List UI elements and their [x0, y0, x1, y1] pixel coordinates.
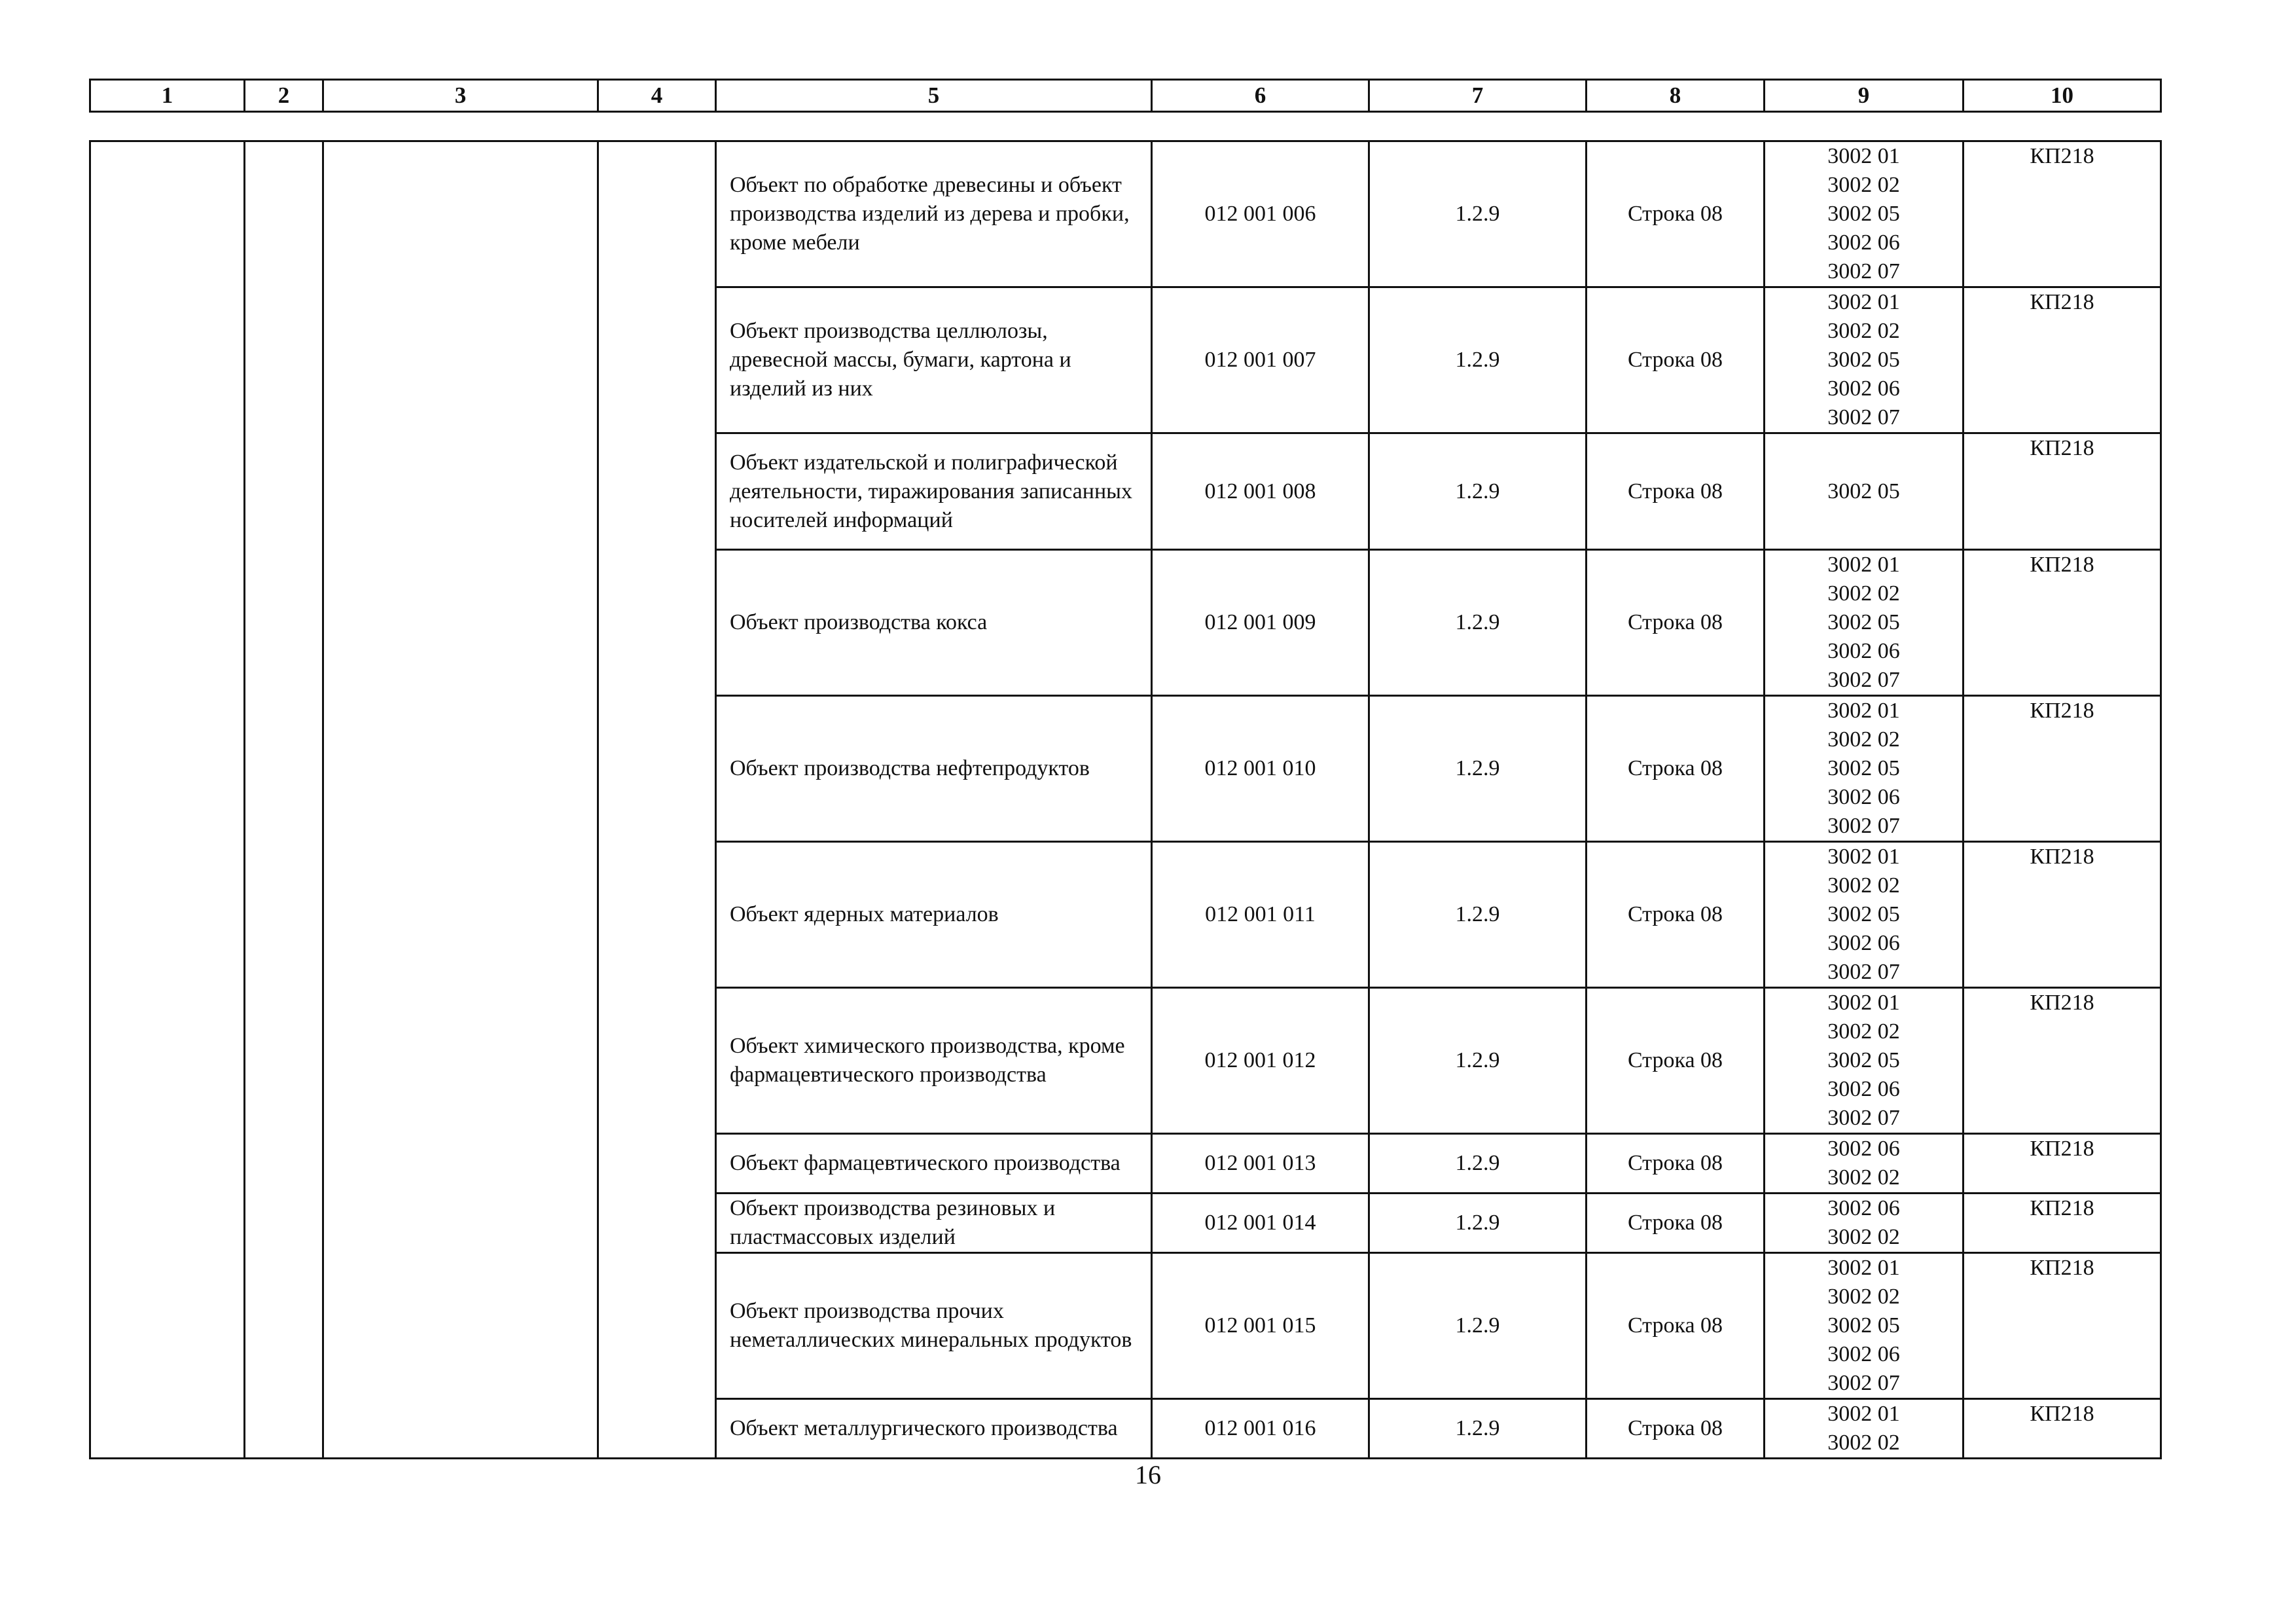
section-cell: 1.2.9	[1369, 433, 1587, 550]
column-number-7: 7	[1369, 80, 1587, 112]
line-cell: Строка 08	[1587, 550, 1765, 696]
object-name-cell: Объект производства резиновых и пластмассовых изделий	[716, 1194, 1152, 1253]
object-code-cell: 012 001 009	[1152, 550, 1369, 696]
account-codes-cell: 3002 01 3002 02 3002 05 3002 06 3002 07	[1765, 696, 1964, 842]
column-number-4: 4	[598, 80, 716, 112]
line-cell: Строка 08	[1587, 696, 1765, 842]
kp-code-cell: КП218	[1964, 141, 2161, 287]
page-number: 16	[1135, 1460, 1161, 1489]
column-number-3: 3	[323, 80, 598, 112]
objects-table	[89, 140, 2162, 1459]
object-code-cell: 012 001 015	[1152, 1253, 1369, 1399]
line-cell: Строка 08	[1587, 433, 1765, 550]
object-name-cell: Объект металлургического производства	[716, 1399, 1152, 1459]
object-name-cell: Объект химического производства, кроме фармацевтического производства	[716, 988, 1152, 1134]
line-cell: Строка 08	[1587, 1194, 1765, 1253]
object-name-cell: Объект производства кокса	[716, 550, 1152, 696]
object-code-cell: 012 001 010	[1152, 696, 1369, 842]
object-code-cell: 012 001 013	[1152, 1134, 1369, 1194]
column-number-row	[90, 80, 2161, 112]
empty-column-1-cell	[90, 141, 245, 1459]
kp-code-cell: КП218	[1964, 1253, 2161, 1399]
column-number-10: 10	[1964, 80, 2161, 112]
account-codes-cell: 3002 01 3002 02 3002 05 3002 06 3002 07	[1765, 988, 1964, 1134]
account-codes-cell: 3002 06 3002 02	[1765, 1194, 1964, 1253]
line-cell: Строка 08	[1587, 842, 1765, 988]
object-name-cell: Объект издательской и полиграфической деятельности, тиражирования записанных носителей информаций	[716, 433, 1152, 550]
kp-code-cell: КП218	[1964, 842, 2161, 988]
line-cell: Строка 08	[1587, 141, 1765, 287]
section-cell: 1.2.9	[1369, 842, 1587, 988]
account-codes-cell: 3002 01 3002 02 3002 05 3002 06 3002 07	[1765, 550, 1964, 696]
section-cell: 1.2.9	[1369, 287, 1587, 433]
section-cell: 1.2.9	[1369, 696, 1587, 842]
section-cell: 1.2.9	[1369, 1253, 1587, 1399]
empty-column-4-cell	[598, 141, 716, 1459]
line-cell: Строка 08	[1587, 988, 1765, 1134]
empty-column-2-cell	[245, 141, 323, 1459]
account-codes-cell: 3002 01 3002 02 3002 05 3002 06 3002 07	[1765, 287, 1964, 433]
kp-code-cell: КП218	[1964, 433, 2161, 550]
table-row	[90, 141, 2161, 287]
section-cell: 1.2.9	[1369, 1134, 1587, 1194]
object-name-cell: Объект фармацевтического производства	[716, 1134, 1152, 1194]
object-code-cell: 012 001 012	[1152, 988, 1369, 1134]
account-codes-cell: 3002 01 3002 02 3002 05 3002 06 3002 07	[1765, 141, 1964, 287]
column-number-8: 8	[1587, 80, 1765, 112]
account-codes-cell: 3002 05	[1765, 433, 1964, 550]
section-cell: 1.2.9	[1369, 141, 1587, 287]
line-cell: Строка 08	[1587, 1399, 1765, 1459]
object-name-cell: Объект производства прочих неметаллических минеральных продуктов	[716, 1253, 1152, 1399]
account-codes-cell: 3002 01 3002 02 3002 05 3002 06 3002 07	[1765, 842, 1964, 988]
column-number-9: 9	[1765, 80, 1964, 112]
object-code-cell: 012 001 016	[1152, 1399, 1369, 1459]
object-code-cell: 012 001 011	[1152, 842, 1369, 988]
object-code-cell: 012 001 006	[1152, 141, 1369, 287]
kp-code-cell: КП218	[1964, 1134, 2161, 1194]
object-code-cell: 012 001 007	[1152, 287, 1369, 433]
kp-code-cell: КП218	[1964, 287, 2161, 433]
column-number-6: 6	[1152, 80, 1369, 112]
kp-code-cell: КП218	[1964, 696, 2161, 842]
line-cell: Строка 08	[1587, 287, 1765, 433]
section-cell: 1.2.9	[1369, 550, 1587, 696]
section-cell: 1.2.9	[1369, 988, 1587, 1134]
object-code-cell: 012 001 014	[1152, 1194, 1369, 1253]
object-name-cell: Объект ядерных материалов	[716, 842, 1152, 988]
column-number-2: 2	[245, 80, 323, 112]
column-number-5: 5	[716, 80, 1152, 112]
object-name-cell: Объект производства нефтепродуктов	[716, 696, 1152, 842]
section-cell: 1.2.9	[1369, 1194, 1587, 1253]
section-cell: 1.2.9	[1369, 1399, 1587, 1459]
kp-code-cell: КП218	[1964, 1194, 2161, 1253]
line-cell: Строка 08	[1587, 1253, 1765, 1399]
account-codes-cell: 3002 01 3002 02 3002 05 3002 06 3002 07	[1765, 1253, 1964, 1399]
kp-code-cell: КП218	[1964, 1399, 2161, 1459]
kp-code-cell: КП218	[1964, 988, 2161, 1134]
kp-code-cell: КП218	[1964, 550, 2161, 696]
column-number-1: 1	[90, 80, 245, 112]
account-codes-cell: 3002 06 3002 02	[1765, 1134, 1964, 1194]
object-code-cell: 012 001 008	[1152, 433, 1369, 550]
object-name-cell: Объект производства целлюлозы, древесной массы, бумаги, картона и изделий из них	[716, 287, 1152, 433]
line-cell: Строка 08	[1587, 1134, 1765, 1194]
object-name-cell: Объект по обработке древесины и объект производства изделий из дерева и пробки, кроме мебели	[716, 141, 1152, 287]
column-number-header	[89, 79, 2162, 113]
empty-column-3-cell	[323, 141, 598, 1459]
account-codes-cell: 3002 01 3002 02	[1765, 1399, 1964, 1459]
